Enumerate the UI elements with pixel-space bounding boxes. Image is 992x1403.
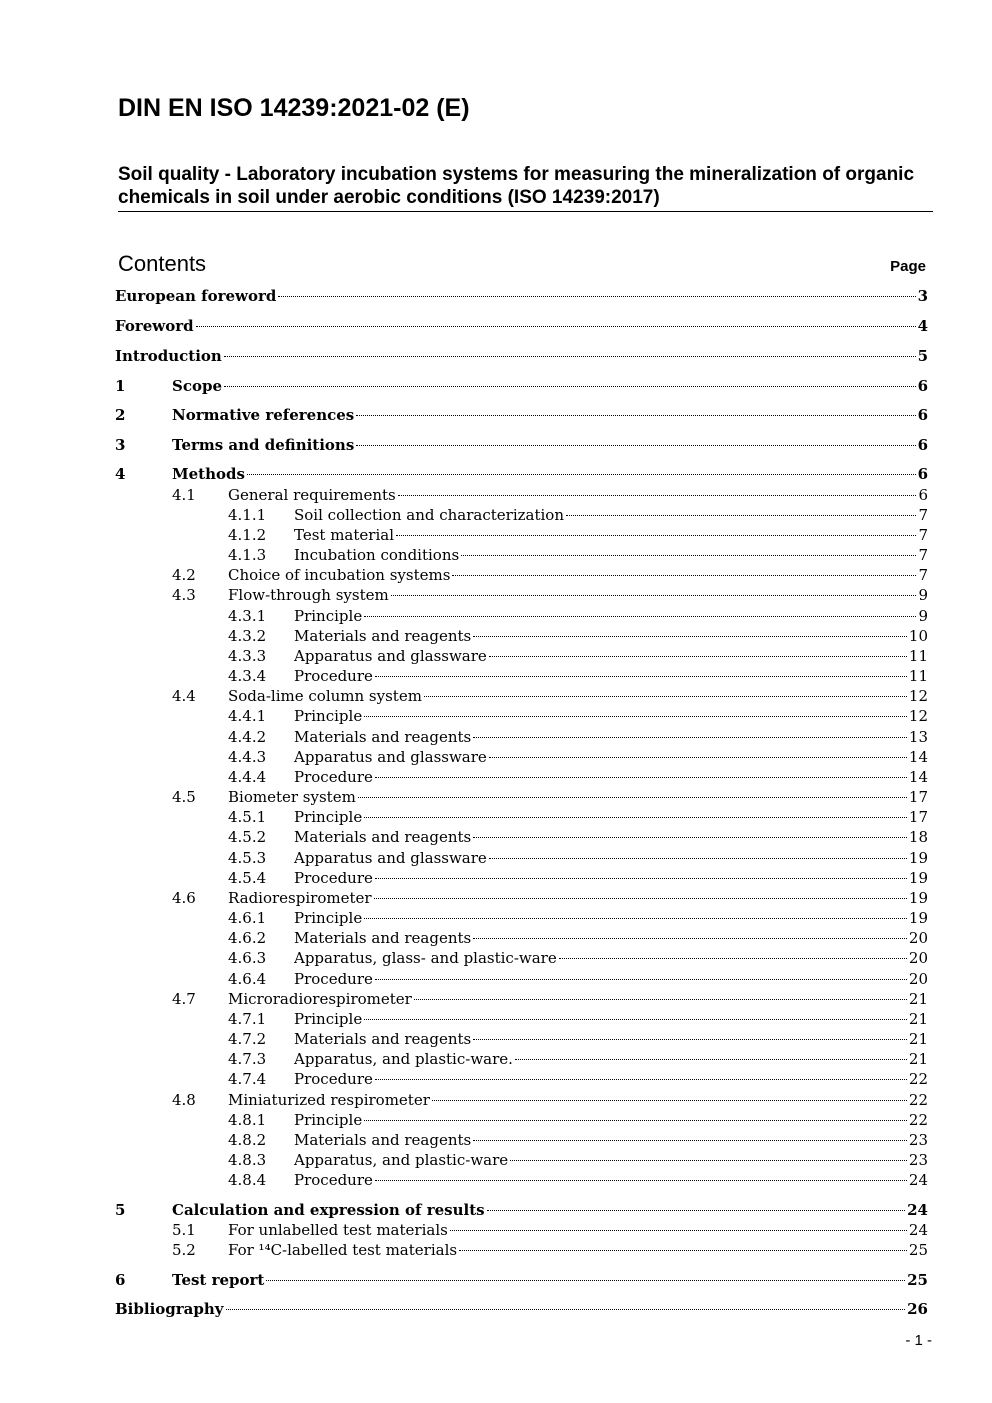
toc-entry[interactable] <box>228 1049 928 1069</box>
toc-dot-leader <box>432 1100 907 1101</box>
toc-entry-number: 4.7 <box>172 990 196 1008</box>
toc-entry-page: 21 <box>908 1010 928 1028</box>
toc-entry-number: 4.7.1 <box>228 1010 267 1028</box>
toc-entry[interactable] <box>228 848 928 868</box>
toc-entry-title: Scope <box>172 377 223 395</box>
toc-entry-title: Principle <box>294 1111 363 1129</box>
toc-entry-title: Test material <box>294 526 394 544</box>
toc-entry-title: Procedure <box>294 970 373 988</box>
toc-entry[interactable] <box>115 1270 928 1290</box>
toc-entry[interactable] <box>228 928 928 948</box>
toc-entry[interactable] <box>228 969 928 989</box>
toc-entry[interactable] <box>115 435 928 455</box>
page-column-heading: Page <box>890 258 926 275</box>
toc-entry-title: Introduction <box>115 347 222 365</box>
toc-entry-page: 19 <box>908 889 928 907</box>
toc-entry-title: Materials and reagents <box>294 1131 472 1149</box>
toc-entry[interactable] <box>115 376 928 396</box>
toc-entry-page: 19 <box>908 909 928 927</box>
toc-entry-title: Microradiorespirometer <box>228 990 412 1008</box>
toc-entry-number: 4.7.2 <box>228 1030 267 1048</box>
toc-entry[interactable] <box>228 1130 928 1150</box>
toc-entry-page: 25 <box>907 1271 928 1289</box>
toc-entry-title: Foreword <box>115 317 194 335</box>
toc-dot-leader <box>559 958 907 959</box>
toc-entry-title: Normative references <box>172 406 355 424</box>
toc-entry[interactable] <box>115 286 928 306</box>
toc-entry[interactable] <box>228 827 928 847</box>
toc-dot-leader <box>226 1309 906 1310</box>
toc-entry[interactable] <box>228 767 928 787</box>
toc-entry-number: 4.5.1 <box>228 808 267 826</box>
toc-entry-number: 4.1 <box>172 486 196 504</box>
toc-entry-number: 4.3.4 <box>228 667 267 685</box>
toc-dot-leader <box>424 696 907 697</box>
toc-entry[interactable] <box>172 565 928 585</box>
toc-entry[interactable] <box>115 1200 928 1220</box>
toc-entry-number: 4.6 <box>172 889 196 907</box>
toc-entry-number: 4.7.3 <box>228 1050 267 1068</box>
toc-dot-leader <box>414 999 907 1000</box>
toc-entry[interactable] <box>172 989 928 1009</box>
toc-dot-leader <box>515 1059 907 1060</box>
toc-entry-page: 6 <box>917 465 928 483</box>
toc-entry-title: Procedure <box>294 768 373 786</box>
toc-entry-page: 23 <box>908 1151 928 1169</box>
contents-heading: Contents <box>118 251 207 276</box>
toc-entry-number: 4.8.2 <box>228 1131 267 1149</box>
toc-entry[interactable] <box>228 606 928 626</box>
toc-entry-title: Apparatus and glassware <box>294 849 487 867</box>
toc-entry[interactable] <box>228 807 928 827</box>
toc-entry[interactable] <box>115 405 928 425</box>
toc-entry[interactable] <box>228 1150 928 1170</box>
toc-entry-title: Materials and reagents <box>294 828 472 846</box>
toc-entry-title: Materials and reagents <box>294 728 472 746</box>
toc-dot-leader <box>364 817 907 818</box>
toc-entry-page: 20 <box>908 949 928 967</box>
toc-dot-leader <box>459 1250 907 1251</box>
toc-dot-leader <box>510 1160 907 1161</box>
toc-entry-title: Principle <box>294 607 363 625</box>
toc-entry-number: 4.3.3 <box>228 647 267 665</box>
toc-dot-leader <box>375 1079 907 1080</box>
toc-entry[interactable] <box>228 1029 928 1049</box>
toc-entry-number: 4.6.2 <box>228 929 267 947</box>
toc-entry-number: 2 <box>115 406 126 424</box>
toc-entry-title: Radiorespirometer <box>228 889 372 907</box>
toc-entry-page: 9 <box>918 586 928 604</box>
toc-entry-number: 4.5.3 <box>228 849 267 867</box>
toc-dot-leader <box>473 938 907 939</box>
toc-entry-page: 26 <box>907 1300 928 1318</box>
toc-entry[interactable] <box>228 525 928 545</box>
toc-entry-title: Incubation conditions <box>294 546 460 564</box>
toc-entry-page: 7 <box>918 546 928 564</box>
toc-dot-leader <box>364 616 916 617</box>
toc-entry-page: 14 <box>908 768 928 786</box>
toc-dot-leader <box>364 1019 907 1020</box>
toc-entry-page: 22 <box>908 1091 928 1109</box>
toc-entry[interactable] <box>172 787 928 807</box>
toc-dot-leader <box>375 676 907 677</box>
toc-entry-page: 17 <box>908 788 928 806</box>
toc-entry-number: 4.4 <box>172 687 196 705</box>
toc-dot-leader <box>473 1140 907 1141</box>
toc-entry[interactable] <box>172 888 928 908</box>
page-number: - 1 - <box>905 1332 932 1349</box>
toc-dot-leader <box>196 326 916 327</box>
toc-entry-page: 22 <box>908 1070 928 1088</box>
toc-dot-leader <box>452 575 916 576</box>
toc-dot-leader <box>391 595 917 596</box>
toc-entry-title: For unlabelled test materials <box>228 1221 448 1239</box>
toc-entry-title: General requirements <box>228 486 396 504</box>
toc-entry-title: For ¹⁴C-labelled test materials <box>228 1241 458 1259</box>
toc-entry-page: 9 <box>918 607 928 625</box>
toc-dot-leader <box>278 296 915 297</box>
toc-entry-number: 6 <box>115 1271 126 1289</box>
toc-entry[interactable] <box>228 646 928 666</box>
toc-entry[interactable] <box>115 464 928 484</box>
toc-entry-title: Soda-lime column system <box>228 687 422 705</box>
toc-entry[interactable] <box>228 505 928 525</box>
toc-entry-page: 21 <box>908 1050 928 1068</box>
toc-entry-title: Apparatus, and plastic-ware <box>294 1151 509 1169</box>
toc-entry[interactable] <box>172 1240 928 1260</box>
toc-dot-leader <box>224 356 916 357</box>
toc-entry[interactable] <box>228 666 928 686</box>
toc-entry-number: 4.7.4 <box>228 1070 267 1088</box>
toc-entry-number: 4.8.4 <box>228 1171 267 1189</box>
toc-dot-leader <box>356 445 915 446</box>
toc-entry-page: 7 <box>918 506 928 524</box>
toc-entry-number: 4.8 <box>172 1091 196 1109</box>
toc-entry-number: 1 <box>115 377 126 395</box>
toc-entry-page: 19 <box>908 849 928 867</box>
toc-entry-number: 4.1.1 <box>228 506 267 524</box>
toc-dot-leader <box>364 1120 907 1121</box>
toc-entry-title: Apparatus and glassware <box>294 647 487 665</box>
toc-entry-page: 18 <box>908 828 928 846</box>
toc-dot-leader <box>375 878 907 879</box>
toc-dot-leader <box>224 386 916 387</box>
toc-entry-title: Choice of incubation systems <box>228 566 451 584</box>
toc-entry-number: 4 <box>115 465 126 483</box>
toc-dot-leader <box>374 898 907 899</box>
toc-entry-number: 4.3 <box>172 586 196 604</box>
toc-dot-leader <box>247 474 916 475</box>
toc-entry[interactable] <box>172 485 928 505</box>
toc-entry-number: 4.8.1 <box>228 1111 267 1129</box>
toc-entry[interactable] <box>228 1069 928 1089</box>
toc-entry-page: 6 <box>917 436 928 454</box>
toc-entry-number: 4.2 <box>172 566 196 584</box>
toc-entry-page: 3 <box>917 287 928 305</box>
toc-entry-page: 20 <box>908 970 928 988</box>
toc-entry-title: Procedure <box>294 1070 373 1088</box>
toc-entry-title: Principle <box>294 808 363 826</box>
toc-entry[interactable] <box>228 1110 928 1130</box>
toc-entry-number: 3 <box>115 436 126 454</box>
toc-entry-title: Materials and reagents <box>294 627 472 645</box>
toc-entry-page: 7 <box>918 526 928 544</box>
toc-entry-page: 5 <box>917 347 928 365</box>
toc-entry-page: 13 <box>908 728 928 746</box>
toc-dot-leader <box>566 515 916 516</box>
toc-dot-leader <box>473 837 907 838</box>
toc-entry-number: 4.3.1 <box>228 607 267 625</box>
toc-entry-title: Biometer system <box>228 788 356 806</box>
toc-entry[interactable] <box>228 626 928 646</box>
toc-dot-leader <box>461 555 916 556</box>
toc-entry[interactable] <box>228 706 928 726</box>
toc-entry-number: 4.6.4 <box>228 970 267 988</box>
toc-entry-page: 19 <box>908 869 928 887</box>
toc-entry-number: 5 <box>115 1201 126 1219</box>
toc-entry-number: 5.1 <box>172 1221 196 1239</box>
toc-entry-title: Test report <box>172 1271 265 1289</box>
toc-entry-number: 4.6.3 <box>228 949 267 967</box>
toc-entry-number: 4.1.2 <box>228 526 267 544</box>
toc-entry[interactable] <box>228 948 928 968</box>
toc-entry-title: European foreword <box>115 287 277 305</box>
toc-entry[interactable] <box>172 585 928 605</box>
document-subtitle: Soil quality - Laboratory incubation systems for measuring the mineralization of organic chemicals in soil under aerobic conditions (ISO 14239:2017) <box>118 163 933 212</box>
toc-dot-leader <box>358 797 907 798</box>
toc-entry-title: Miniaturized respirometer <box>228 1091 430 1109</box>
toc-entry-title: Principle <box>294 909 363 927</box>
toc-entry-title: Soil collection and characterization <box>294 506 564 524</box>
toc-dot-leader <box>356 415 915 416</box>
toc-entry[interactable] <box>115 346 928 366</box>
toc-entry-number: 4.5.4 <box>228 869 267 887</box>
toc-entry-page: 11 <box>908 667 928 685</box>
toc-entry-page: 17 <box>908 808 928 826</box>
toc-entry[interactable] <box>228 868 928 888</box>
toc-dot-leader <box>375 1180 907 1181</box>
toc-entry-page: 6 <box>918 486 928 504</box>
toc-entry[interactable] <box>228 1009 928 1029</box>
toc-dot-leader <box>364 716 907 717</box>
toc-entry-page: 21 <box>908 990 928 1008</box>
toc-entry[interactable] <box>172 686 928 706</box>
toc-dot-leader <box>473 737 907 738</box>
toc-entry-page: 24 <box>907 1201 928 1219</box>
toc-entry-title: Bibliography <box>115 1300 224 1318</box>
toc-entry-title: Calculation and expression of results <box>172 1201 485 1219</box>
document-title: DIN EN ISO 14239:2021-02 (E) <box>118 94 470 122</box>
toc-entry-page: 20 <box>908 929 928 947</box>
toc-entry-number: 4.4.2 <box>228 728 267 746</box>
toc-entry-title: Procedure <box>294 869 373 887</box>
toc-entry-page: 4 <box>917 317 928 335</box>
toc-entry-page: 24 <box>908 1171 928 1189</box>
toc-entry-page: 11 <box>908 647 928 665</box>
toc-entry-number: 4.3.2 <box>228 627 267 645</box>
toc-dot-leader <box>489 757 907 758</box>
toc-dot-leader <box>396 535 916 536</box>
toc-entry-number: 4.8.3 <box>228 1151 267 1169</box>
toc-entry[interactable] <box>115 316 928 336</box>
toc-entry-page: 21 <box>908 1030 928 1048</box>
toc-entry-title: Principle <box>294 1010 363 1028</box>
toc-entry-number: 4.5 <box>172 788 196 806</box>
toc-entry-page: 12 <box>908 707 928 725</box>
toc-entry-title: Apparatus, and plastic-ware. <box>294 1050 513 1068</box>
toc-entry-number: 4.1.3 <box>228 546 267 564</box>
toc-dot-leader <box>375 777 907 778</box>
toc-dot-leader <box>489 858 907 859</box>
toc-entry-number: 4.6.1 <box>228 909 267 927</box>
toc-entry-title: Principle <box>294 707 363 725</box>
toc-entry-page: 25 <box>908 1241 928 1259</box>
toc-entry-title: Methods <box>172 465 245 483</box>
toc-dot-leader <box>364 918 907 919</box>
toc-entry-page: 6 <box>917 377 928 395</box>
toc-entry-page: 7 <box>918 566 928 584</box>
toc-entry-number: 4.4.1 <box>228 707 267 725</box>
toc-entry-title: Apparatus and glassware <box>294 748 487 766</box>
toc-entry[interactable] <box>228 545 928 565</box>
toc-dot-leader <box>375 979 907 980</box>
toc-entry-page: 12 <box>908 687 928 705</box>
toc-entry-title: Flow-through system <box>228 586 389 604</box>
toc-entry-title: Materials and reagents <box>294 1030 472 1048</box>
toc-entry[interactable] <box>228 727 928 747</box>
toc-entry-page: 22 <box>908 1111 928 1129</box>
toc-entry[interactable] <box>228 747 928 767</box>
toc-dot-leader <box>487 1210 906 1211</box>
toc-entry-number: 5.2 <box>172 1241 196 1259</box>
toc-entry[interactable] <box>115 1299 928 1319</box>
toc-entry[interactable] <box>172 1220 928 1240</box>
toc-entry-page: 23 <box>908 1131 928 1149</box>
toc-dot-leader <box>266 1280 905 1281</box>
toc-dot-leader <box>473 1039 907 1040</box>
toc-entry-page: 14 <box>908 748 928 766</box>
toc-dot-leader <box>489 656 907 657</box>
toc-entry-title: Procedure <box>294 667 373 685</box>
toc-entry-title: Materials and reagents <box>294 929 472 947</box>
toc-entry-title: Terms and definitions <box>172 436 355 454</box>
toc-entry-page: 24 <box>908 1221 928 1239</box>
toc-entry-number: 4.4.4 <box>228 768 267 786</box>
toc-entry-page: 6 <box>917 406 928 424</box>
toc-entry-title: Procedure <box>294 1171 373 1189</box>
toc-dot-leader <box>398 495 917 496</box>
toc-dot-leader <box>473 636 907 637</box>
toc-entry-title: Apparatus, glass- and plastic-ware <box>294 949 557 967</box>
toc-entry[interactable] <box>228 1170 928 1190</box>
toc-entry-page: 10 <box>908 627 928 645</box>
toc-entry-number: 4.5.2 <box>228 828 267 846</box>
toc-entry-number: 4.4.3 <box>228 748 267 766</box>
toc-dot-leader <box>450 1230 907 1231</box>
toc-entry[interactable] <box>172 1090 928 1110</box>
toc-entry[interactable] <box>228 908 928 928</box>
